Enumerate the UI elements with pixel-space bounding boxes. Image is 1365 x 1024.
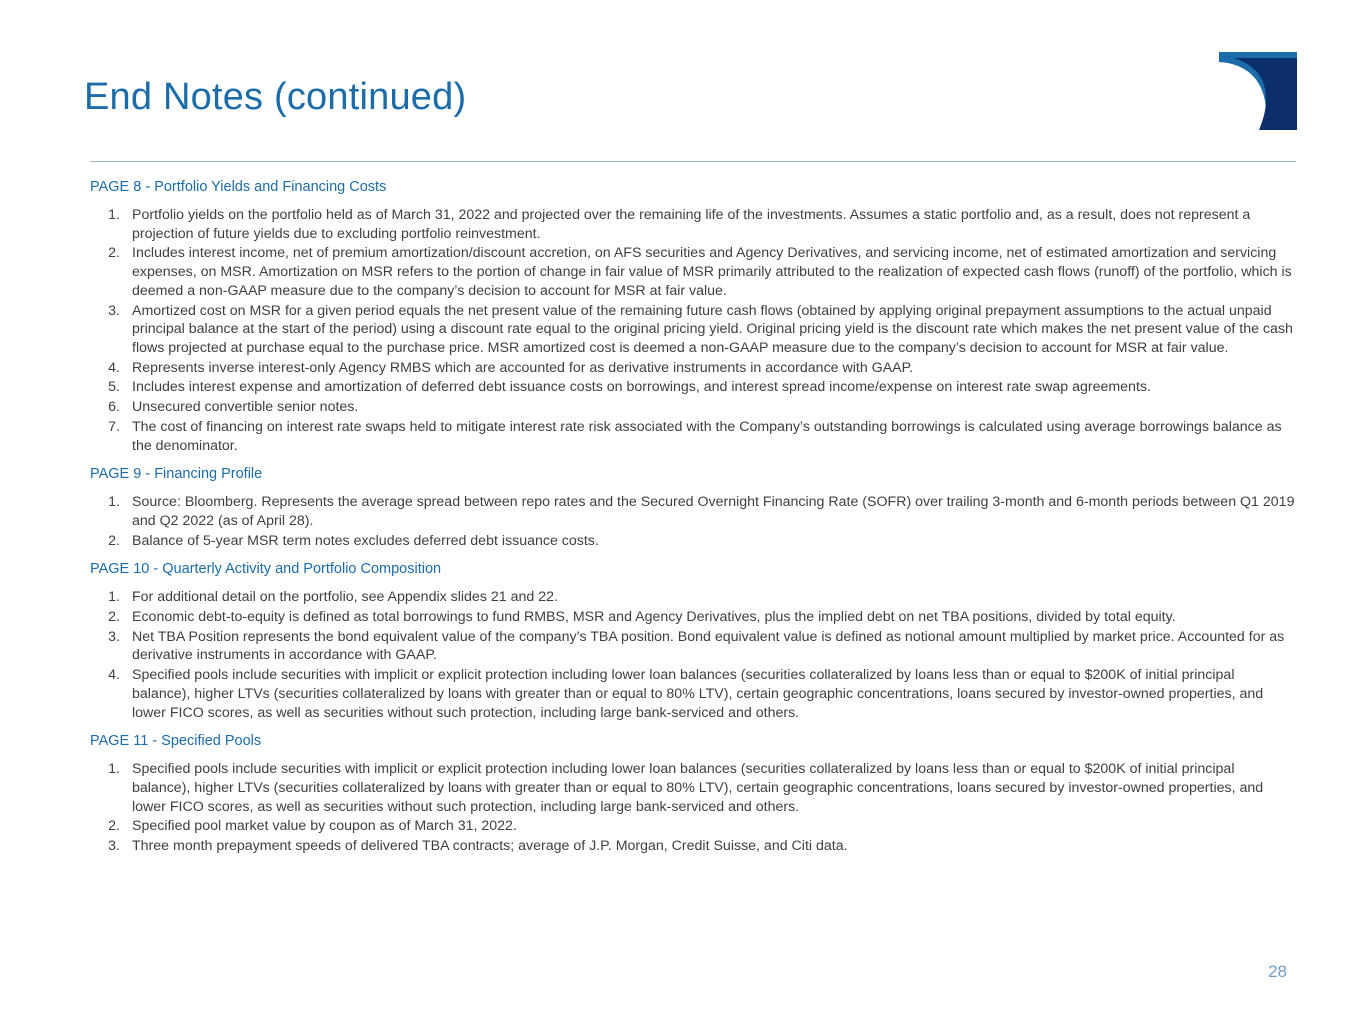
list-item [90, 378, 1296, 397]
list-item [90, 302, 1296, 358]
section-heading: PAGE 11 - Specified Pools [90, 733, 262, 750]
list-item-text: Amortized cost on MSR for a given period equals the net present value of the remaining future cash flows (obtained by applying original prepayment assumptions to the actual unpaid principal balance at the start of the period) using a discount rate equal to the original pricing yield. Original pricing yield is the discount rate which makes the net present value of the cash flows projected at purchase equal to the purchase price. MSR amortized cost is deemed a non-GAAP measure due to the company’s decision to account for MSR at fair value. [132, 302, 1293, 356]
list-item-text: Represents inverse interest-only Agency RMBS which are accounted for as derivative instruments in accordance with GAAP. [132, 359, 914, 376]
list-item [90, 608, 1296, 627]
section-page-11 [90, 732, 1296, 856]
list-item-text: Specified pools include securities with implicit or explicit protection including lower loan balances (securities collateralized by loans less than or equal to $200K of initial principal balance), higher LTVs (securities collateralized by loans with greater than or equal to 80% LTV), certain geographic concentrations, loans secured by investor-owned properties, and lower FICO scores, as well as securities without such protection, including large bank-serviced and others. [132, 667, 1264, 721]
header-divider [90, 161, 1296, 162]
list-item [90, 628, 1296, 665]
list-item [90, 359, 1296, 378]
company-logo-icon [1219, 52, 1297, 130]
section-page-10 [90, 560, 1296, 722]
note-list [90, 588, 1296, 722]
list-item-text: Specified pools include securities with implicit or explicit protection including lower loan balances (securities collateralized by loans less than or equal to $200K of initial principal balance), higher LTVs (securities collateralized by loans with greater than or equal to 80% LTV), certain geographic concentrations, loans secured by investor-owned properties, and lower FICO scores, as well as securities without such protection, including large bank-serviced and others. [132, 761, 1264, 815]
list-item-number: 2. [108, 818, 120, 835]
list-item-text: The cost of financing on interest rate swaps held to mitigate interest rate risk associated with the Company’s outstanding borrowings is calculated using average borrowings balance as the denominator. [132, 418, 1282, 454]
list-item-number: 7. [108, 418, 120, 435]
list-item [90, 588, 1296, 607]
section-heading: PAGE 9 - Financing Profile [90, 466, 263, 483]
list-item-text: Includes interest expense and amortization of deferred debt issuance costs on borrowings, and interest spread income/expense on interest rate swap agreements. [132, 379, 1151, 396]
list-item [90, 837, 1296, 856]
list-item-number: 3. [108, 838, 120, 855]
note-list [90, 493, 1296, 550]
list-item-text: Three month prepayment speeds of delivered TBA contracts; average of J.P. Morgan, Credit Suisse, and Citi data. [132, 838, 848, 855]
list-item-number: 4. [108, 359, 120, 376]
list-item [90, 206, 1296, 243]
list-item-number: 2. [108, 609, 120, 626]
list-item-number: 1. [108, 589, 120, 606]
section-heading: PAGE 10 - Quarterly Activity and Portfolio Composition [90, 561, 442, 578]
list-item-text: Net TBA Position represents the bond equivalent value of the company’s TBA position. Bond equivalent value is defined as notional amount multiplied by market price. Accounted for as derivative instruments in accordance with GAAP. [132, 628, 1285, 664]
list-item [90, 493, 1296, 530]
list-item-text: Portfolio yields on the portfolio held as of March 31, 2022 and projected over the remaining life of the investments. Assumes a static portfolio and, as a result, does not represent a projection of future yields due to excluding portfolio reinvestment. [132, 206, 1251, 242]
list-item-text: Unsecured convertible senior notes. [132, 399, 359, 416]
note-list [90, 206, 1296, 456]
section-heading: PAGE 8 - Portfolio Yields and Financing Costs [90, 179, 387, 195]
list-item [90, 418, 1296, 455]
list-item-number: 1. [108, 206, 120, 223]
list-item [90, 398, 1296, 417]
list-item-text: Specified pool market value by coupon as of March 31, 2022. [132, 818, 517, 835]
list-item [90, 244, 1296, 300]
list-item [90, 666, 1296, 722]
list-item-number: 3. [108, 628, 120, 645]
section-page-9 [90, 465, 1296, 550]
list-item-number: 1. [108, 761, 120, 778]
section-page-8 [90, 178, 1296, 455]
list-item [90, 532, 1296, 551]
list-item-text: Includes interest income, net of premium amortization/discount accretion, on AFS securities and Agency Derivatives, and servicing income, net of estimated amortization and servicing expenses, on MSR. Amortization on MSR refers to the portion of change in fair value of MSR primarily attributed to the realization of expected cash flows (runoff) of the portfolio, which is deemed a non-GAAP measure due to the company’s decision to account for MSR at fair value. [132, 245, 1292, 299]
list-item-number: 5. [108, 379, 120, 396]
list-item-text: For additional detail on the portfolio, see Appendix slides 21 and 22. [132, 589, 558, 606]
list-item-number: 2. [108, 245, 120, 262]
list-item-number: 6. [108, 399, 120, 416]
list-item-number: 4. [108, 667, 120, 684]
list-item [90, 760, 1296, 816]
page-title: End Notes (continued) [84, 76, 467, 118]
list-item [90, 817, 1296, 836]
list-item-text: Economic debt-to-equity is defined as total borrowings to fund RMBS, MSR and Agency Derivatives, plus the implied debt on net TBA positions, divided by total equity. [132, 609, 1176, 626]
list-item-number: 3. [108, 302, 120, 319]
list-item-number: 1. [108, 494, 120, 511]
page-number: 28 [1268, 962, 1287, 981]
note-list [90, 760, 1296, 856]
list-item-text: Source: Bloomberg. Represents the average spread between repo rates and the Secured Overnight Financing Rate (SOFR) over trailing 3-month and 6-month periods between Q1 2019 and Q2 2022 (as of April 28). [132, 494, 1295, 529]
list-item-text: Balance of 5-year MSR term notes excludes deferred debt issuance costs. [132, 532, 599, 549]
end-notes-content [90, 170, 1296, 866]
list-item-number: 2. [108, 532, 120, 549]
